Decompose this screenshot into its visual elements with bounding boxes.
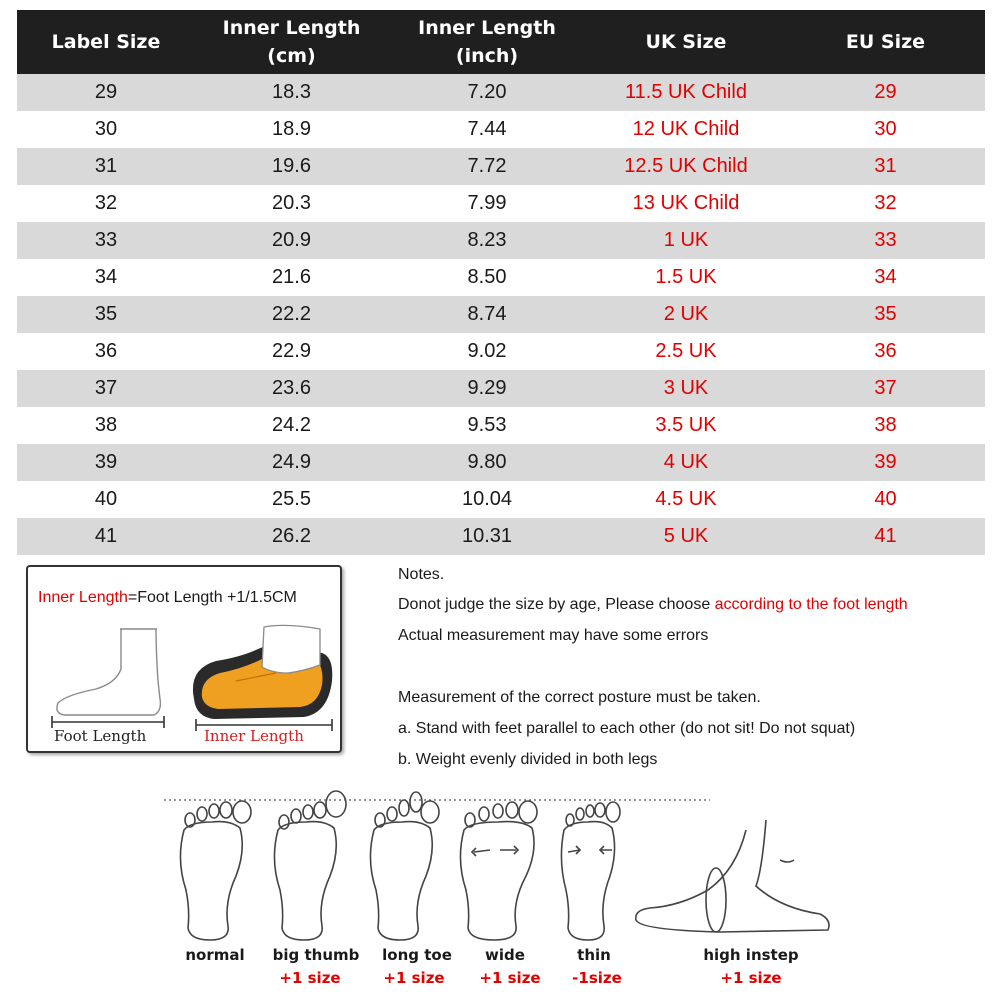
cell-eu-size: 39 — [786, 444, 985, 481]
wide-foot-icon — [460, 801, 537, 940]
table-row — [17, 370, 985, 407]
table-row — [17, 222, 985, 259]
header-inner-length-inch: Inner Length (inch) — [388, 10, 586, 74]
foot-type-label-thin: thin — [577, 946, 611, 964]
table-row — [17, 481, 985, 518]
cell-label-size: 39 — [17, 444, 195, 481]
cell-inner-length-cm: 25.5 — [195, 481, 388, 518]
foot-note-big-thumb: +1 size — [279, 969, 341, 987]
cell-label-size: 34 — [17, 259, 195, 296]
cell-label-size: 31 — [17, 148, 195, 185]
cell-label-size: 35 — [17, 296, 195, 333]
cell-label-size: 38 — [17, 407, 195, 444]
foot-type-label-big-thumb: big thumb — [272, 946, 360, 964]
cell-uk-size: 2 UK — [586, 296, 786, 333]
cell-inner-length-inch: 9.53 — [388, 407, 586, 444]
cell-label-size: 41 — [17, 518, 195, 555]
long-toe-foot-icon — [370, 792, 439, 940]
header-eu-size: EU Size — [786, 10, 985, 74]
table-row — [17, 185, 985, 222]
cell-inner-length-inch: 8.74 — [388, 296, 586, 333]
table-row — [17, 111, 985, 148]
cell-label-size: 30 — [17, 111, 195, 148]
notes-line-weight: b. Weight evenly divided in both legs — [398, 751, 658, 768]
foot-and-insole-illustration — [36, 621, 336, 731]
cell-uk-size: 5 UK — [586, 518, 786, 555]
table-header-row — [17, 10, 985, 74]
cell-eu-size: 41 — [786, 518, 985, 555]
high-instep-foot-icon — [636, 820, 829, 932]
cell-uk-size: 11.5 UK Child — [586, 74, 786, 111]
header-uk-size: UK Size — [586, 10, 786, 74]
cell-inner-length-inch: 9.80 — [388, 444, 586, 481]
cell-uk-size: 3 UK — [586, 370, 786, 407]
cell-label-size: 40 — [17, 481, 195, 518]
big-thumb-foot-icon — [274, 791, 346, 940]
cell-inner-length-inch: 7.99 — [388, 185, 586, 222]
foot-note-high-instep: +1 size — [720, 969, 782, 987]
inner-length-formula: Inner Length=Foot Length +1/1.5CM — [38, 589, 297, 606]
notes-line-stand: a. Stand with feet parallel to each other (do not sit! Do not squat) — [398, 720, 856, 737]
table-row — [17, 444, 985, 481]
cell-inner-length-cm: 19.6 — [195, 148, 388, 185]
insole-icon — [193, 625, 332, 719]
foot-outline-icon — [57, 629, 161, 715]
cell-eu-size: 30 — [786, 111, 985, 148]
cell-eu-size: 31 — [786, 148, 985, 185]
cell-inner-length-cm: 18.9 — [195, 111, 388, 148]
cell-label-size: 32 — [17, 185, 195, 222]
cell-inner-length-inch: 7.20 — [388, 74, 586, 111]
cell-eu-size: 34 — [786, 259, 985, 296]
cell-label-size: 36 — [17, 333, 195, 370]
cell-eu-size: 35 — [786, 296, 985, 333]
header-label-size: Label Size — [17, 10, 195, 74]
notes-line-posture: Measurement of the correct posture must be taken. — [398, 689, 761, 706]
inner-length-diagram — [26, 565, 342, 753]
cell-inner-length-cm: 20.3 — [195, 185, 388, 222]
cell-eu-size: 40 — [786, 481, 985, 518]
cell-inner-length-cm: 22.2 — [195, 296, 388, 333]
foot-note-wide: +1 size — [479, 969, 541, 987]
cell-uk-size: 4.5 UK — [586, 481, 786, 518]
header-inner-length-cm: Inner Length (cm) — [195, 10, 388, 74]
cell-uk-size: 4 UK — [586, 444, 786, 481]
inner-length-label: Inner Length — [204, 727, 304, 745]
cell-inner-length-cm: 21.6 — [195, 259, 388, 296]
foot-types-illustration — [160, 790, 840, 946]
notes-title: Notes. — [398, 566, 445, 583]
thin-foot-icon — [561, 802, 620, 940]
size-chart-table — [17, 10, 985, 555]
table-row — [17, 259, 985, 296]
foot-type-label-long-toe: long toe — [382, 946, 452, 964]
cell-uk-size: 3.5 UK — [586, 407, 786, 444]
cell-eu-size: 33 — [786, 222, 985, 259]
cell-inner-length-cm: 24.2 — [195, 407, 388, 444]
table-row — [17, 74, 985, 111]
cell-inner-length-inch: 7.72 — [388, 148, 586, 185]
cell-label-size: 29 — [17, 74, 195, 111]
cell-eu-size: 32 — [786, 185, 985, 222]
normal-foot-icon — [180, 801, 251, 940]
notes-line-errors: Actual measurement may have some errors — [398, 627, 709, 644]
cell-label-size: 33 — [17, 222, 195, 259]
cell-uk-size: 1.5 UK — [586, 259, 786, 296]
table-row — [17, 407, 985, 444]
cell-uk-size: 12.5 UK Child — [586, 148, 786, 185]
cell-label-size: 37 — [17, 370, 195, 407]
cell-inner-length-inch: 8.50 — [388, 259, 586, 296]
cell-inner-length-cm: 18.3 — [195, 74, 388, 111]
cell-inner-length-cm: 24.9 — [195, 444, 388, 481]
foot-note-thin: -1size — [572, 969, 622, 987]
cell-inner-length-inch: 9.29 — [388, 370, 586, 407]
cell-eu-size: 29 — [786, 74, 985, 111]
cell-eu-size: 36 — [786, 333, 985, 370]
cell-inner-length-inch: 7.44 — [388, 111, 586, 148]
notes-line-size-advice: Donot judge the size by age, Please choose according to the foot length — [398, 596, 908, 613]
foot-note-long-toe: +1 size — [383, 969, 445, 987]
cell-eu-size: 38 — [786, 407, 985, 444]
cell-inner-length-inch: 9.02 — [388, 333, 586, 370]
cell-uk-size: 1 UK — [586, 222, 786, 259]
foot-type-label-normal: normal — [185, 946, 245, 964]
table-row — [17, 518, 985, 555]
cell-uk-size: 13 UK Child — [586, 185, 786, 222]
foot-type-label-wide: wide — [485, 946, 525, 964]
table-row — [17, 148, 985, 185]
table-row — [17, 296, 985, 333]
cell-eu-size: 37 — [786, 370, 985, 407]
cell-inner-length-inch: 10.04 — [388, 481, 586, 518]
foot-type-label-high-instep: high instep — [703, 946, 799, 964]
cell-inner-length-cm: 20.9 — [195, 222, 388, 259]
cell-inner-length-cm: 23.6 — [195, 370, 388, 407]
cell-inner-length-inch: 8.23 — [388, 222, 586, 259]
cell-uk-size: 2.5 UK — [586, 333, 786, 370]
table-row — [17, 333, 985, 370]
cell-uk-size: 12 UK Child — [586, 111, 786, 148]
foot-length-label: Foot Length — [54, 727, 147, 745]
cell-inner-length-cm: 22.9 — [195, 333, 388, 370]
cell-inner-length-inch: 10.31 — [388, 518, 586, 555]
cell-inner-length-cm: 26.2 — [195, 518, 388, 555]
